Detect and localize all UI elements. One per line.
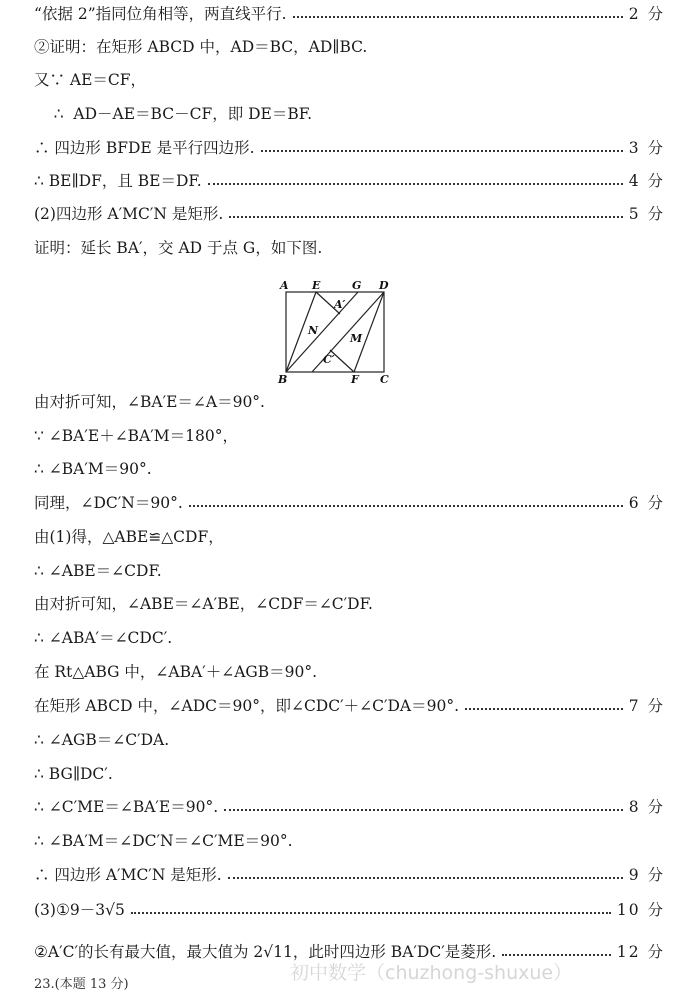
label-n: N bbox=[308, 324, 319, 337]
line-23: ∴ 四边形 A′MC′N 是矩形. 9 分 bbox=[34, 866, 665, 884]
line-19: ∴ ∠AGB＝∠C′DA. bbox=[34, 731, 170, 749]
line-10: ∵ ∠BA′E＋∠BA′M＝180°， bbox=[34, 427, 238, 445]
line-1: “依据 2”指同位角相等，两直线平行. 2 分 bbox=[34, 5, 665, 23]
label-m: M bbox=[350, 332, 363, 345]
geometry-figure bbox=[276, 278, 396, 386]
label-e: E bbox=[312, 279, 321, 292]
label-a: A bbox=[280, 279, 289, 292]
label-g: G bbox=[352, 279, 362, 292]
line-3: 又∵ AE＝CF， bbox=[34, 71, 147, 89]
label-b: B bbox=[278, 373, 288, 386]
line-2: ②证明：在矩形 ABCD 中，AD＝BC，AD∥BC. bbox=[34, 38, 368, 56]
label-c: C bbox=[380, 373, 389, 386]
line-8: 证明：延长 BA′，交 AD 于点 G，如下图. bbox=[34, 239, 323, 257]
line-4: ∴ AD－AE＝BC－CF，即 DE＝BF. bbox=[34, 105, 313, 123]
line-16: ∴ ∠ABA′＝∠CDC′. bbox=[34, 629, 173, 647]
line-5: ∴ 四边形 BFDE 是平行四边形. 3 分 bbox=[34, 139, 665, 157]
line-6: ∴ BE∥DF，且 BE＝DF. 4 分 bbox=[34, 172, 665, 190]
footer-text: 23.(本题 13 分) bbox=[34, 977, 129, 992]
label-d: D bbox=[379, 279, 389, 292]
line-7: (2)四边形 A′MC′N 是矩形. 5 分 bbox=[34, 205, 665, 223]
line-9: 由对折可知，∠BA′E＝∠A＝90°. bbox=[34, 393, 265, 411]
line-12: 同理，∠DC′N＝90°. 6 分 bbox=[34, 494, 665, 512]
line-13: 由(1)得，△ABE≌△CDF， bbox=[34, 528, 224, 546]
line-22: ∴ ∠BA′M＝∠DC′N＝∠C′ME＝90°. bbox=[34, 832, 293, 850]
line-15: 由对折可知，∠ABE＝∠A′BE，∠CDF＝∠C′DF. bbox=[34, 595, 373, 613]
line-18: 在矩形 ABCD 中，∠ADC＝90°，即∠CDC′＋∠C′DA＝90°. 7 分 bbox=[34, 697, 665, 715]
label-a-prime: A′ bbox=[334, 298, 346, 311]
label-c-prime: C′ bbox=[323, 353, 335, 366]
line-25: ②A′C′的长有最大值，最大值为 2√11，此时四边形 BA′DC′是菱形. 12 分 bbox=[34, 943, 665, 961]
label-f: F bbox=[351, 373, 359, 386]
line-20: ∴ BG∥DC′. bbox=[34, 765, 113, 783]
line-14: ∴ ∠ABE＝∠CDF. bbox=[34, 562, 162, 580]
line-21: ∴ ∠C′ME＝∠BA′E＝90°. 8 分 bbox=[34, 798, 665, 816]
line-24: (3)①9－3√5 10 分 bbox=[34, 901, 665, 919]
rectangle-fold-diagram bbox=[276, 278, 396, 386]
watermark-text: 初中数学（chuzhong-shuxue） bbox=[290, 962, 573, 984]
line-17: 在 Rt△ABG 中，∠ABA′＋∠AGB＝90°. bbox=[34, 663, 318, 681]
line-11: ∴ ∠BA′M＝90°. bbox=[34, 460, 152, 478]
